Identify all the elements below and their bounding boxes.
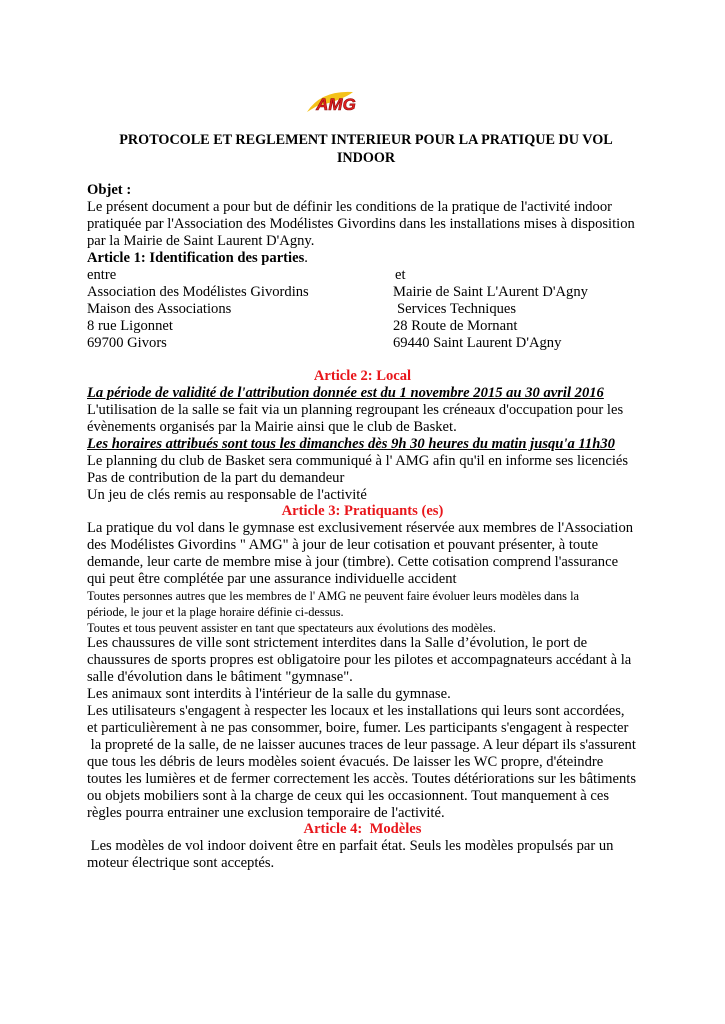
party-right-line: 28 Route de Mornant xyxy=(393,318,518,334)
amg-logo xyxy=(303,86,369,118)
article4-line: Les modèles de vol indoor doivent être en parfait état. Seuls les modèles propulsés par un xyxy=(87,838,614,854)
party-left-line: Maison des Associations xyxy=(87,301,232,317)
article2-line: L'utilisation de la salle se fait via un planning regroupant les créneaux d'occupation pour les xyxy=(87,402,624,418)
article3-line: Les animaux sont interdits à l'intérieur de la salle du gymnase. xyxy=(87,686,451,702)
objet-heading: Objet : xyxy=(87,182,132,198)
article3-line: des Modélistes Givordins " AMG" à jour de leur cotisation et pouvant présenter, à toute xyxy=(87,537,599,553)
party-right-line: et xyxy=(395,267,406,283)
objet-line: par la Mairie de Saint Laurent D'Agny. xyxy=(87,233,315,249)
article2-period: La période de validité de l'attribution donnée est du 1 novembre 2015 au 30 avril 2016 xyxy=(87,385,604,401)
article2-line: Pas de contribution de la part du demandeur xyxy=(87,470,345,486)
party-left-line: entre xyxy=(87,267,117,283)
article3-heading: Article 3: Pratiquants (es) xyxy=(281,503,444,519)
title-line-1: PROTOCOLE ET REGLEMENT INTERIEUR POUR LA PRATIQUE DU VOL xyxy=(119,132,613,148)
article3-line: et particulièrement à ne pas consommer, boire, fumer. Les participants s'engagent à respecter xyxy=(87,720,629,736)
article3-line: salle d'évolution dans le bâtiment "gymnase". xyxy=(87,669,353,685)
article3-line: Les chaussures de ville sont strictement interdites dans la Salle d’évolution, le port de xyxy=(87,635,588,651)
article3-line: demande, leur carte de membre mise à jour (timbre). Cette cotisation comprend l'assurance xyxy=(87,554,619,570)
article3-small-line: Toutes et tous peuvent assister en tant que spectateurs aux évolutions des modèles. xyxy=(87,621,496,635)
article2-line: Le planning du club de Basket sera communiqué à l' AMG afin qu'il en informe ses licenciés xyxy=(87,453,629,469)
objet-line: pratiquée par l'Association des Modélistes Givordins dans les installations mises à disposition xyxy=(87,216,635,232)
article3-line: Les utilisateurs s'engagent à respecter les locaux et les installations qui leurs sont accordées, xyxy=(87,703,625,719)
article1-heading-suffix: . xyxy=(304,250,308,266)
article3-line: que tous les débris de leurs modèles soient évacués. De laisser les WC propre, d'éteindre xyxy=(87,754,604,770)
party-right-line: Services Techniques xyxy=(397,301,517,317)
article2-line: évènements organisés par la Mairie ainsi que le club de Basket. xyxy=(87,419,457,435)
article4-heading: Article 4: Modèles xyxy=(303,821,422,837)
article2-heading: Article 2: Local xyxy=(313,368,412,384)
article3-line: qui peut être complétée par une assurance individuelle accident xyxy=(87,571,457,587)
article3-line: chaussures de sports propres est obligatoire pour les pilotes et accompagnateurs accédant à la xyxy=(87,652,632,668)
article1-heading xyxy=(87,250,308,267)
party-right-line: Mairie de Saint L'Aurent D'Agny xyxy=(393,284,588,300)
party-right-line: 69440 Saint Laurent D'Agny xyxy=(393,335,562,351)
party-left-line: Association des Modélistes Givordins xyxy=(87,284,309,300)
article1-heading-text: Article 1: Identification des parties xyxy=(87,250,305,266)
article3-small-line: Toutes personnes autres que les membres de l' AMG ne peuvent faire évoluer leurs modèles dans la xyxy=(87,589,580,603)
logo-text: AMG xyxy=(316,95,356,114)
article3-small-line: période, le jour et la plage horaire définie ci-dessus. xyxy=(87,605,344,619)
article2-line: Un jeu de clés remis au responsable de l'activité xyxy=(87,487,367,503)
article3-line: La pratique du vol dans le gymnase est exclusivement réservée aux membres de l'Association xyxy=(87,520,634,536)
document-title xyxy=(96,132,636,167)
objet-line: Le présent document a pour but de définir les conditions de la pratique de l'activité indoor xyxy=(87,199,613,215)
party-left-line: 69700 Givors xyxy=(87,335,167,351)
article3-line: ou objets mobiliers sont à la charge de ceux qui les occasionnent. Tout manquement à ces xyxy=(87,788,610,804)
article4-line: moteur électrique sont acceptés. xyxy=(87,855,275,871)
title-line-2: INDOOR xyxy=(336,149,396,166)
article3-line: règles pourra entrainer une exclusion temporaire de l'activité. xyxy=(87,805,445,821)
article3-line: la propreté de la salle, de ne laisser aucunes traces de leur passage. A leur départ ils s'assurent xyxy=(87,737,636,753)
article3-line: toutes les lumières et de fermer correctement les accès. Toutes détériorations sur les bâtiments xyxy=(87,771,637,787)
party-left-line: 8 rue Ligonnet xyxy=(87,318,173,334)
article2-hours: Les horaires attribués sont tous les dimanches dès 9h 30 heures du matin jusqu'a 11h30 xyxy=(87,436,615,452)
